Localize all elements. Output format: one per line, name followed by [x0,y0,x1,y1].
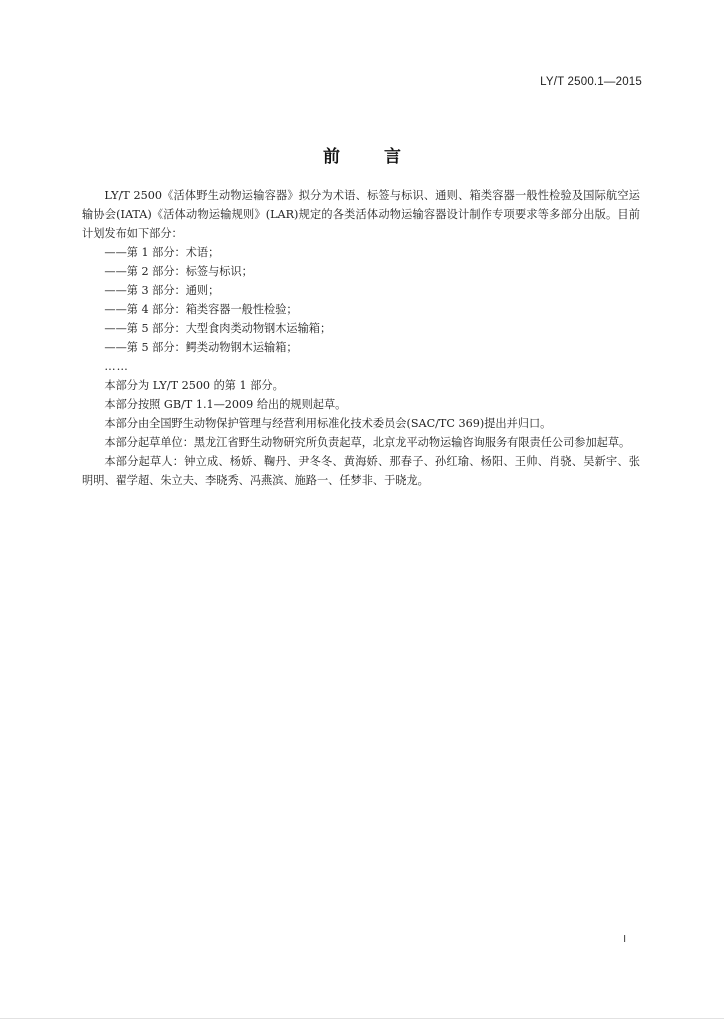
drafting-units-statement: 本部分起草单位：黑龙江省野生动物研究所负责起草，北京龙平动物运输咨询服务有限责任公司参加起草。 [104,436,631,449]
page-bottom-divider [0,1018,724,1019]
proposer-statement: 本部分由全国野生动物保护管理与经营利用标准化技术委员会(SAC/TC 369)提出并归口。 [104,417,552,430]
drafters-statement: 本部分起草人：钟立成、杨娇、鞠丹、尹冬冬、黄海娇、那春子、孙红瑜、杨阳、王帅、肖骁、吴新宇、张明明、翟学超、朱立夫、李晓秀、冯燕滨、施路一、任梦非、于晓龙。 [82,455,640,487]
part-list-item: ——第 2 部分：标签与标识； [104,265,253,278]
drafting-rules-statement: 本部分按照 GB/T 1.1—2009 给出的规则起草。 [104,398,347,411]
foreword-body [82,186,640,490]
part-list-item: ——第 3 部分：通则； [104,284,220,297]
part-list-item: ——第 5 部分：鳄类动物钢木运输箱； [104,341,298,354]
page-number: I [623,934,626,945]
part-list-item: ——第 1 部分：术语； [104,246,220,259]
page-title: 前言 [323,147,445,167]
intro-paragraph: LY/T 2500《活体野生动物运输容器》拟分为术语、标签与标识、通则、箱类容器一般性检验及国际航空运输协会(IATA)《活体动物运输规则》(LAR)规定的各类活体动物运输容器设计制作专项要求等多部分出版。目前计划发布如下部分： [82,189,640,240]
part-list-item: ——第 4 部分：箱类容器一般性检验； [104,303,298,316]
part-list-item: ——第 5 部分：大型食肉类动物钢木运输箱； [104,322,332,335]
part-statement: 本部分为 LY/T 2500 的第 1 部分。 [104,379,284,392]
list-ellipsis: …… [104,360,129,373]
document-code: LY/T 2500.1—2015 [540,76,642,88]
